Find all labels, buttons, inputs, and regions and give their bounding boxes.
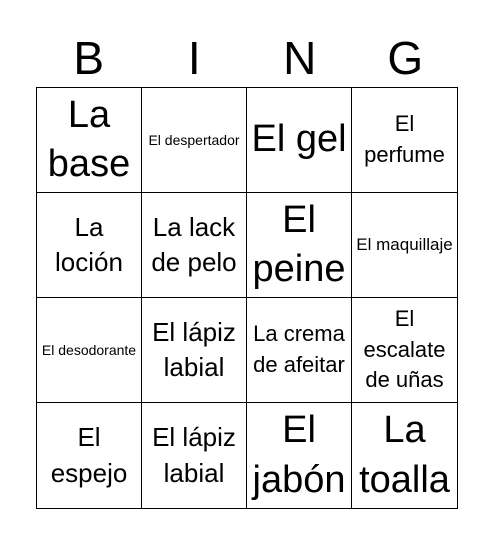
- bingo-cell[interactable]: El despertador: [142, 88, 247, 193]
- bingo-cell[interactable]: La toalla: [359, 409, 450, 501]
- bingo-cell[interactable]: El perfume: [352, 88, 457, 193]
- bingo-grid: [36, 87, 458, 509]
- bingo-cell[interactable]: El lápiz labial: [142, 403, 247, 508]
- header-letter-n: N: [283, 32, 317, 84]
- bingo-cell[interactable]: La base: [37, 88, 142, 193]
- header-letter-i: I: [187, 32, 201, 84]
- bingo-cell[interactable]: El escalate de uñas: [352, 298, 457, 403]
- bingo-cell[interactable]: El peine: [247, 193, 352, 298]
- bingo-cell[interactable]: La crema de afeitar: [247, 298, 352, 403]
- bingo-cell[interactable]: El desodorante: [37, 298, 142, 403]
- bingo-cell[interactable]: La loción: [37, 193, 142, 298]
- bingo-cell[interactable]: El maquillaje: [352, 193, 457, 298]
- header-letter-g: G: [387, 32, 424, 84]
- bingo-header: [36, 30, 458, 86]
- bingo-cell[interactable]: La lack de pelo: [142, 193, 247, 298]
- header-letter-b: B: [73, 32, 105, 84]
- bingo-cell[interactable]: El lápiz labial: [142, 298, 247, 403]
- bingo-cell[interactable]: El espejo: [37, 403, 142, 508]
- bingo-cell[interactable]: El gel: [247, 88, 352, 193]
- bingo-cell[interactable]: El jabón: [247, 403, 352, 508]
